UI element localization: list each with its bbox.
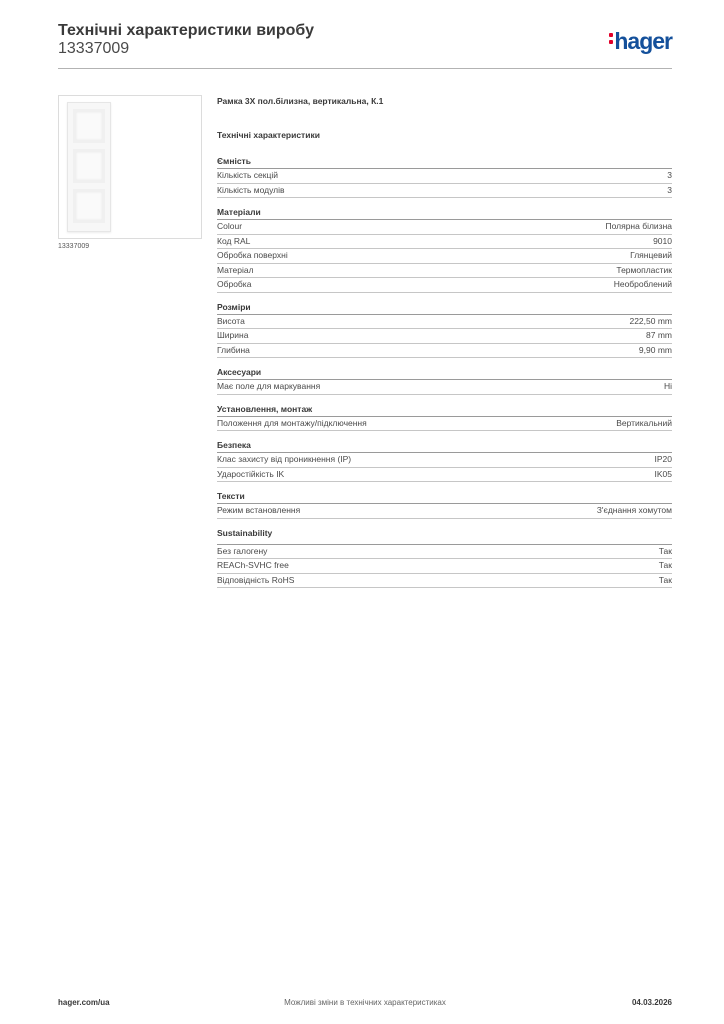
specs-sections — [217, 156, 672, 588]
spec-row — [217, 559, 672, 574]
spec-value: IK05 — [654, 468, 672, 479]
spec-row — [217, 574, 672, 589]
spec-row — [217, 184, 672, 199]
spec-row — [217, 329, 672, 344]
spec-label: Ширина — [217, 330, 249, 340]
spec-label: Клас захисту від проникнення (IP) — [217, 454, 352, 464]
spec-value: 3 — [667, 184, 672, 195]
product-name: Рамка 3Х пол.білизна, вертикальна, К.1 — [217, 96, 384, 106]
image-caption: 13337009 — [58, 243, 90, 250]
frame-cell — [73, 189, 105, 223]
frame-cell — [73, 149, 105, 183]
section-title: Розміри — [217, 302, 672, 315]
spec-row — [217, 417, 672, 432]
spec-section — [217, 404, 672, 432]
spec-value: Термопластик — [616, 264, 672, 275]
spec-row — [217, 344, 672, 359]
section-title: Sustainability — [217, 528, 672, 545]
spec-label: Обробка поверхні — [217, 250, 288, 260]
page-footer — [58, 998, 672, 1010]
spec-value: 222,50 mm — [629, 315, 672, 326]
spec-value: 3 — [667, 170, 672, 180]
logo-dots-icon — [609, 30, 614, 47]
specs-heading: Технічні характеристики — [217, 130, 320, 140]
section-title: Аксесуари — [217, 367, 672, 380]
spec-row — [217, 504, 672, 519]
frame-3x-icon — [67, 102, 111, 232]
spec-row — [217, 249, 672, 264]
spec-section — [217, 302, 672, 359]
spec-label: Матеріал — [217, 264, 254, 275]
spec-value: Полярна білизна — [605, 221, 672, 231]
spec-label: Положення для монтажу/підключення — [217, 417, 367, 428]
spec-label: Обробка — [217, 279, 252, 289]
spec-row — [217, 380, 672, 395]
spec-label: Режим встановлення — [217, 505, 301, 515]
footer-notice: Можливі зміни в технічних характеристиках — [284, 998, 446, 1007]
spec-row — [217, 315, 672, 330]
spec-label: Має поле для маркування — [217, 381, 321, 391]
spec-row — [217, 169, 672, 184]
spec-section — [217, 367, 672, 395]
spec-row — [217, 264, 672, 279]
spec-section — [217, 207, 672, 293]
spec-row — [217, 468, 672, 483]
hager-logo — [609, 28, 672, 55]
spec-value: Необроблений — [613, 279, 672, 289]
document-title: Технічні характеристики виробу — [58, 22, 314, 39]
section-title: Тексти — [217, 491, 672, 504]
spec-label: Без галогену — [217, 545, 268, 556]
spec-section — [217, 440, 672, 482]
spec-value: IP20 — [654, 454, 672, 464]
spec-label: Відповідність RoHS — [217, 574, 295, 585]
spec-value: Так — [658, 560, 672, 570]
section-title: Безпека — [217, 440, 672, 453]
spec-row — [217, 453, 672, 468]
specs-content — [217, 96, 672, 597]
spec-value: Так — [658, 545, 672, 556]
spec-value: 9010 — [653, 235, 672, 246]
spec-value: Глянцевий — [630, 250, 672, 260]
footer-website: hager.com/ua — [58, 998, 110, 1007]
spec-value: Вертикальний — [616, 417, 672, 428]
spec-row — [217, 545, 672, 560]
section-title: Ємність — [217, 156, 672, 169]
spec-row — [217, 220, 672, 235]
spec-label: REACh-SVHC free — [217, 560, 289, 570]
product-image — [58, 95, 202, 239]
spec-section — [217, 528, 672, 589]
section-title: Матеріали — [217, 207, 672, 220]
spec-value: Ні — [663, 381, 672, 391]
spec-label: Кількість секцій — [217, 170, 278, 180]
section-title: Установлення, монтаж — [217, 404, 672, 417]
header-divider — [58, 68, 672, 69]
spec-value: Так — [658, 574, 672, 585]
frame-cell — [73, 109, 105, 143]
spec-row — [217, 278, 672, 293]
page-header — [58, 22, 672, 68]
spec-section — [217, 491, 672, 519]
spec-label: Код RAL — [217, 235, 251, 246]
logo-text: hager — [614, 28, 672, 54]
spec-value: З'єднання хомутом — [596, 505, 672, 515]
spec-label: Висота — [217, 315, 245, 326]
spec-value: 9,90 mm — [638, 344, 672, 355]
spec-label: Глибина — [217, 344, 250, 355]
spec-label: Кількість модулів — [217, 184, 285, 195]
spec-row — [217, 235, 672, 250]
spec-label: Colour — [217, 221, 243, 231]
footer-date: 04.03.2026 — [631, 998, 672, 1007]
spec-value: 87 mm — [646, 330, 672, 340]
spec-section — [217, 156, 672, 198]
product-code: 13337009 — [58, 40, 130, 57]
spec-label: Ударостійкість IK — [217, 468, 285, 479]
